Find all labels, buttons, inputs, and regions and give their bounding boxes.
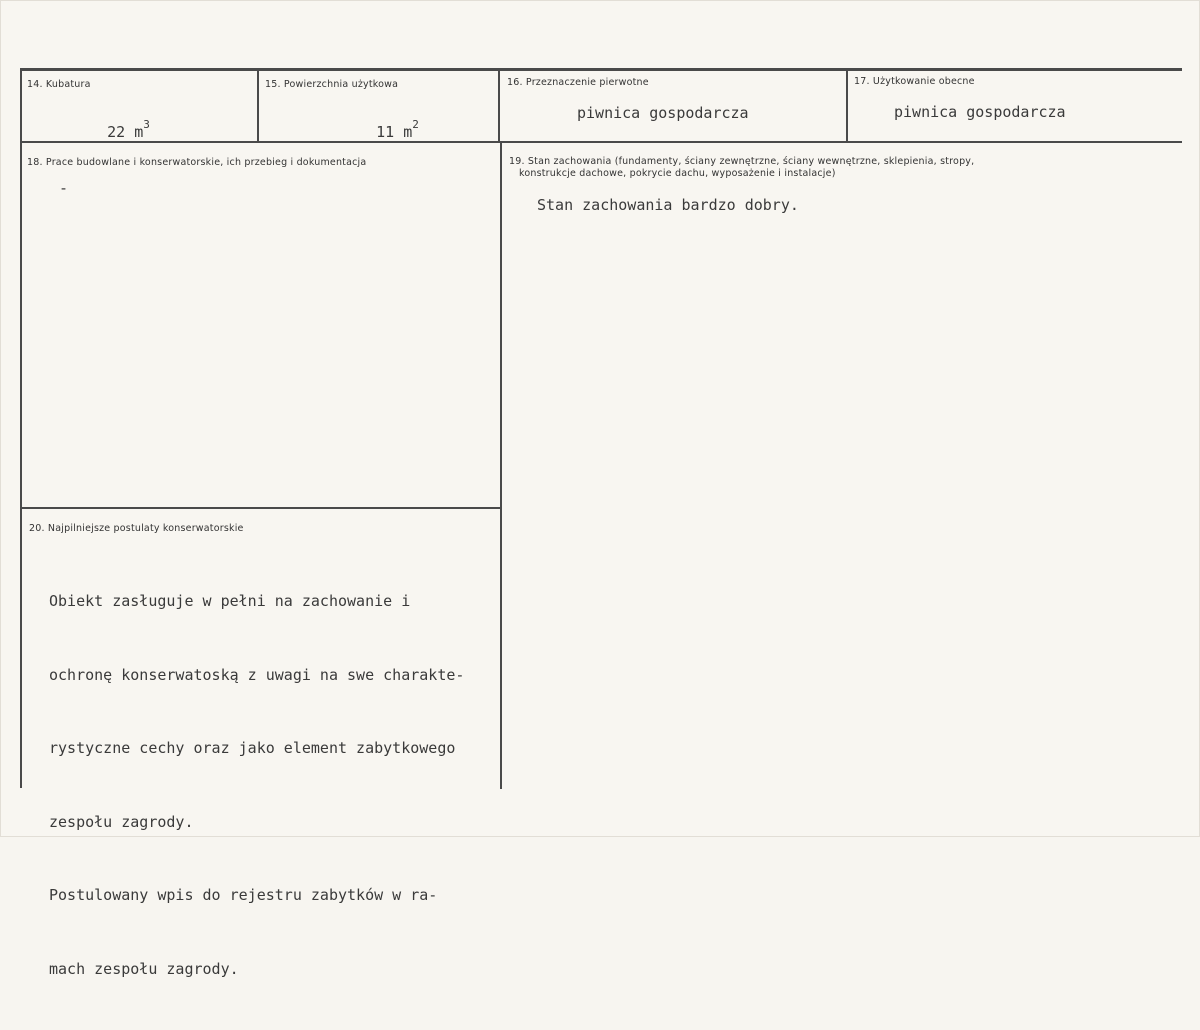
top-rule bbox=[20, 68, 1182, 71]
postulaty-line-4: zespołu zagrody. bbox=[49, 812, 194, 831]
prace-budowlane-value: - bbox=[59, 179, 69, 197]
postulaty-text bbox=[49, 540, 464, 1030]
postulaty-label: 20. Najpilniejsze postulaty konserwatorskie bbox=[29, 523, 244, 534]
kubatura-label: 14. Kubatura bbox=[27, 79, 91, 90]
row1-bottom-rule bbox=[20, 141, 1182, 143]
postulaty-line-1: Obiekt zasługuje w pełni na zachowanie i bbox=[49, 592, 411, 610]
przeznaczenie-value: piwnica gospodarcza bbox=[577, 104, 749, 122]
powierzchnia-exponent: 2 bbox=[412, 118, 419, 131]
stan-zachowania-value: Stan zachowania bardzo dobry. bbox=[537, 196, 799, 214]
stan-zachowania-label-line2: konstrukcje dachowe, pokrycie dachu, wyposażenie i instalacje) bbox=[519, 168, 836, 179]
kubatura-value: 22 $m^3$ bbox=[107, 118, 150, 141]
divider-16-17 bbox=[846, 68, 848, 143]
postulaty-line-2: ochronę konserwatoską z uwagi na swe charakte- bbox=[49, 665, 465, 684]
row18-bottom-rule bbox=[20, 507, 502, 509]
divider-15-16 bbox=[498, 68, 500, 143]
powierzchnia-label: 15. Powierzchnia użytkowa bbox=[265, 79, 399, 90]
left-border bbox=[20, 68, 22, 788]
uzytkowanie-value: piwnica gospodarcza bbox=[894, 103, 1066, 121]
stan-zachowania-label-line1: 19. Stan zachowania (fundamenty, ściany zewnętrzne, ściany wewnętrzne, sklepienia, stropy, bbox=[509, 156, 975, 167]
uzytkowanie-label: 17. Użytkowanie obecne bbox=[854, 76, 975, 87]
center-divider bbox=[500, 141, 502, 789]
divider-14-15 bbox=[257, 68, 259, 143]
kubatura-exponent: 3 bbox=[143, 118, 150, 131]
prace-budowlane-label: 18. Prace budowlane i konserwatorskie, ich przebieg i dokumentacja bbox=[27, 157, 367, 168]
postulaty-line-5: Postulowany wpis do rejestru zabytków w ra- bbox=[49, 886, 438, 904]
przeznaczenie-label: 16. Przeznaczenie pierwotne bbox=[507, 77, 649, 88]
powierzchnia-value: 11 $m^2$ bbox=[376, 118, 419, 141]
postulaty-line-6: mach zespołu zagrody. bbox=[49, 959, 239, 978]
postulaty-line-3: rystyczne cechy oraz jako element zabytkowego bbox=[49, 739, 456, 757]
